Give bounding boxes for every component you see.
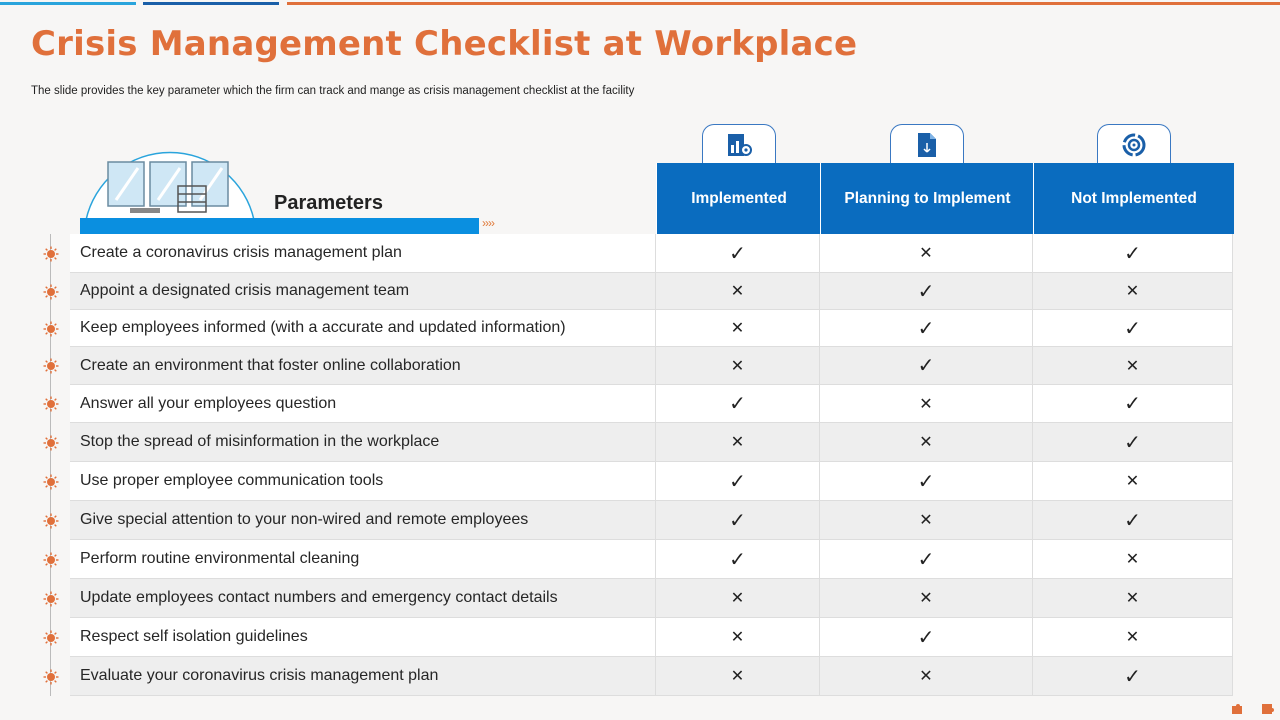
parameter-label: Create an environment that foster online collaboration [70,347,656,384]
bullet-sun-icon [43,284,59,300]
table-row [70,347,1233,385]
parameter-label: Use proper employee communication tools [70,462,656,500]
cross-mark-icon: ✕ [820,385,1033,422]
table-row [70,310,1233,347]
top-bar-1 [0,2,136,5]
check-mark-icon: ✓ [1033,234,1233,272]
table-row [70,234,1233,273]
table-row [70,462,1233,501]
implemented-icon-tab [702,124,776,165]
bullet-sun-icon [43,591,59,607]
parameter-label: Appoint a designated crisis management team [70,273,656,309]
cross-mark-icon: ✕ [656,273,820,309]
puzzle-icon-right [1260,702,1274,716]
parameter-label: Create a coronavirus crisis management plan [70,234,656,272]
cross-mark-icon: ✕ [1033,462,1233,500]
cross-mark-icon: ✕ [1033,273,1233,309]
cross-mark-icon: ✕ [820,501,1033,539]
top-bar-3 [287,2,1280,5]
column-header-planning: Planning to Implement [820,163,1034,234]
column-header-not-implemented: Not Implemented [1033,163,1234,234]
parameter-label: Perform routine environmental cleaning [70,540,656,578]
cross-mark-icon: ✕ [656,579,820,617]
check-mark-icon: ✓ [1033,423,1233,461]
check-mark-icon: ✓ [820,310,1033,346]
document-icon [915,131,939,159]
parameter-label: Give special attention to your non-wired and remote employees [70,501,656,539]
cross-mark-icon: ✕ [656,347,820,384]
page-subtitle: The slide provides the key parameter which the firm can track and mange as crisis management checklist at the facility [31,85,635,97]
check-mark-icon: ✓ [1033,385,1233,422]
bullet-sun-icon [43,435,59,451]
check-mark-icon: ✓ [656,501,820,539]
check-mark-icon: ✓ [656,540,820,578]
not-implemented-icon-tab [1097,124,1171,165]
parameter-label: Answer all your employees question [70,385,656,422]
parameter-label: Respect self isolation guidelines [70,618,656,656]
cross-mark-icon: ✕ [820,579,1033,617]
table-row [70,540,1233,579]
cross-mark-icon: ✕ [1033,540,1233,578]
parameter-label: Evaluate your coronavirus crisis management plan [70,657,656,695]
page-title: Crisis Management Checklist at Workplace [31,24,858,64]
chart-gear-icon [725,131,753,159]
column-header-implemented: Implemented [656,163,821,234]
parameters-header: Parameters [274,192,383,214]
cross-mark-icon: ✕ [656,423,820,461]
check-mark-icon: ✓ [820,347,1033,384]
check-mark-icon: ✓ [820,462,1033,500]
office-illustration [80,128,260,224]
chevron-arrows-icon: ›››› [482,216,494,230]
bullet-sun-icon [43,474,59,490]
cross-mark-icon: ✕ [656,310,820,346]
parameter-label: Stop the spread of misinformation in the workplace [70,423,656,461]
check-mark-icon: ✓ [1033,657,1233,695]
check-mark-icon: ✓ [820,273,1033,309]
bullet-sun-icon [43,246,59,262]
cross-mark-icon: ✕ [820,234,1033,272]
table-row [70,579,1233,618]
parameters-strip [80,218,479,234]
parameter-label: Update employees contact numbers and emergency contact details [70,579,656,617]
bullet-sun-icon [43,358,59,374]
parameter-label: Keep employees informed (with a accurate and updated information) [70,310,656,346]
bullet-sun-icon [43,669,59,685]
check-mark-icon: ✓ [820,618,1033,656]
refresh-gear-icon [1120,131,1148,159]
cross-mark-icon: ✕ [1033,579,1233,617]
check-mark-icon: ✓ [820,540,1033,578]
bullet-sun-icon [43,396,59,412]
bullet-timeline [50,234,51,696]
table-row [70,273,1233,310]
table-row [70,385,1233,423]
table-row [70,618,1233,657]
bullet-sun-icon [43,513,59,529]
cross-mark-icon: ✕ [656,618,820,656]
table-row [70,657,1233,696]
bullet-sun-icon [43,552,59,568]
check-mark-icon: ✓ [656,234,820,272]
planning-icon-tab [890,124,964,165]
cross-mark-icon: ✕ [820,657,1033,695]
cross-mark-icon: ✕ [1033,618,1233,656]
cross-mark-icon: ✕ [656,657,820,695]
table-row [70,501,1233,540]
check-mark-icon: ✓ [1033,310,1233,346]
cross-mark-icon: ✕ [820,423,1033,461]
check-mark-icon: ✓ [1033,501,1233,539]
cross-mark-icon: ✕ [1033,347,1233,384]
puzzle-icon-left [1230,702,1244,716]
table-row [70,423,1233,462]
bullet-sun-icon [43,321,59,337]
bullet-sun-icon [43,630,59,646]
check-mark-icon: ✓ [656,462,820,500]
check-mark-icon: ✓ [656,385,820,422]
top-bar-2 [143,2,279,5]
